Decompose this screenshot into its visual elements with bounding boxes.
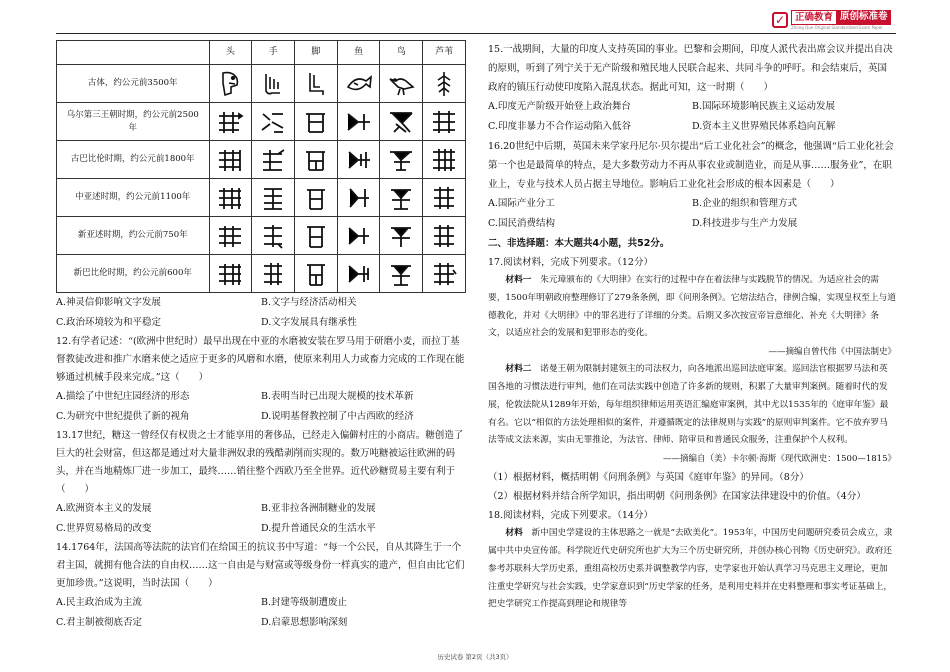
q17-material-two (488, 361, 896, 450)
q18-title: 18.阅读材料，完成下列要求。（14分） (488, 510, 653, 522)
q14-stem: 14.1764年，法国高等法院的法官们在给国王的抗议书中写道：“每一个公民，自从其降生于一个君主国，就拥有他合法的自由权……这一自由是与财富或等级身份一样真实的遗产，但自由比它们更加珍贵。”这说明，当时法国（ ） (56, 542, 465, 589)
q18-material (488, 525, 896, 614)
q15-option-c[interactable]: C.印度非暴力不合作运动陷入低谷 (488, 121, 631, 132)
top-rule (56, 33, 896, 34)
table-row (57, 179, 466, 217)
section-two-title: 二、非选择题：本大题共4小题，共52分。 (488, 238, 670, 249)
q13-option-a[interactable]: A.欧洲资本主义的发展 (56, 503, 152, 514)
foot-glyph-icon (294, 103, 337, 141)
q16-stem: 16.20世纪中后期，英国未来学家丹尼尔·贝尔提出“后工业化社会”的概念，他强调“后工业化社会第一个也是最简单的特点，是大多数劳动力不再从事农业或制造业，而是从事……服务业”，在职业上，专业与技术人员占据主导地位。影响后工业化社会形成的根本因素是（ ） (488, 141, 894, 190)
q11-option-b[interactable]: B.文字与经济活动相关 (261, 297, 357, 308)
col-head: 头 (209, 41, 252, 65)
q12-options (56, 387, 466, 427)
table-row (57, 103, 466, 141)
fish-glyph-icon (337, 103, 380, 141)
col-bird: 鸟 (380, 41, 423, 65)
table-header-row (57, 41, 466, 65)
col-hand: 手 (252, 41, 295, 65)
fish-glyph-icon (337, 255, 380, 293)
fish-glyph-icon (337, 217, 380, 255)
head-glyph-icon (209, 255, 252, 293)
material-two-label: 材料二 (505, 364, 532, 375)
bird-glyph-icon (380, 179, 423, 217)
foot-glyph-icon (294, 217, 337, 255)
hand-glyph-icon (252, 179, 295, 217)
q17-title: 17.阅读材料，完成下列要求。（12分） (488, 257, 653, 268)
q14-option-a[interactable]: A.民主政治成为主流 (56, 597, 142, 608)
q17-material-one (488, 272, 896, 343)
q11-options (56, 293, 466, 333)
q12-option-b[interactable]: B.表明当时已出现大规模的技术革新 (261, 391, 414, 402)
fish-glyph-icon (337, 179, 380, 217)
q11-option-d[interactable]: D.文字发展具有继承性 (261, 317, 357, 328)
bird-glyph-icon (380, 65, 423, 103)
left-column (56, 40, 466, 633)
col-fish: 鱼 (337, 41, 380, 65)
reed-glyph-icon (423, 255, 466, 293)
bird-glyph-icon (380, 255, 423, 293)
right-column (488, 40, 896, 614)
q13-options (56, 499, 466, 539)
q12-option-a[interactable]: A.描绘了中世纪庄园经济的形态 (56, 391, 190, 402)
hand-glyph-icon (252, 217, 295, 255)
q16-option-c[interactable]: C.国民消费结构 (488, 218, 555, 229)
q11-option-a[interactable]: A.神灵信仰影响文字发展 (56, 297, 161, 308)
fish-glyph-icon (337, 141, 380, 179)
head-glyph-icon (209, 217, 252, 255)
q11-option-c[interactable]: C.政治环境较为和平稳定 (56, 317, 161, 328)
q14-options (56, 593, 466, 633)
q17-requirement-2: （2）根据材料并结合所学知识，指出明朝《问刑条例》在国家法律建设中的价值。（4分） (488, 491, 866, 503)
check-icon: ✓ (772, 12, 788, 28)
foot-glyph-icon (294, 141, 337, 179)
bird-glyph-icon (380, 103, 423, 141)
fish-glyph-icon (337, 65, 380, 103)
table-row (57, 141, 466, 179)
q18-material-text: 新中国史学建设的主体思路之一就是“去欧美化”。1953年，中国历史问题研究委员会成立，隶属中共中央宣传部。科学院近代史研究所也扩大为三个历史研究所，并创办核心刊物《历史研究》。政府还参考苏联科大学历史系，重组高校历史系并调整教学内容，史学家也开始认真学习马克思主义理论，更加注重史学研究与社会实践，史学家意识到“历史学家的任务，是利用史料并在史料整理和事实考证基础上，把史学研究工作提高到理论和规律等 (488, 528, 893, 610)
q15-options (488, 97, 896, 137)
head-glyph-icon (209, 103, 252, 141)
hand-glyph-icon (252, 141, 295, 179)
q13-option-b[interactable]: B.亚非拉各洲制糖业的发展 (261, 503, 376, 514)
hand-glyph-icon (252, 255, 295, 293)
publisher-logo (772, 8, 897, 32)
reed-glyph-icon (423, 65, 466, 103)
q16-option-a[interactable]: A.国际产业分工 (488, 198, 555, 209)
material-one-source: ——摘编自曾代伟《中国法制史》 (768, 347, 896, 358)
table-corner (57, 41, 210, 65)
head-glyph-icon (209, 141, 252, 179)
q17-requirement-1: （1）根据材料，概括明朝《问刑条例》与英国《庭审年鉴》的异同。（8分） (488, 472, 809, 484)
col-foot: 脚 (294, 41, 337, 65)
head-glyph-icon (209, 179, 252, 217)
bird-glyph-icon (380, 217, 423, 255)
q15-option-d[interactable]: D.资本主义世界殖民体系趋向瓦解 (692, 121, 836, 132)
foot-glyph-icon (294, 179, 337, 217)
q12-option-d[interactable]: D.说明基督教控制了中古西欧的经济 (261, 411, 414, 422)
q12-option-c[interactable]: C.为研究中世纪提供了新的视角 (56, 411, 190, 422)
material-one-text: 朱元璋颁布的《大明律》在实行的过程中存在着法律与实践脱节的情况。为适应社会的需要，1500年明朝政府整理修订了279条条例，即《问刑条例》。它熔法结合，律例合编，实现皇权至上与道德教化，并对《大明律》中的罪名进行了详细的分类。后期又多次按宣帝旨意细化、补充《大明律》条文，以适应社会的发展和犯罪形态的变化。 (488, 275, 896, 339)
q15-stem: 15.一战期间，大量的印度人支持英国的事业。巴黎和会期间，印度人派代表出席会议并提出自决的原则，听到了列宁关于无产阶级和殖民地人民联合起来、共同斗争的呼吁。和会结束后，英国政府的镇压行动使印度陷入混乱状态。据此可知，这一时期（ ） (488, 44, 893, 93)
table-row (57, 217, 466, 255)
table-row (57, 65, 466, 103)
q14-option-c[interactable]: C.君主制被彻底否定 (56, 617, 142, 628)
era-label: 古体，约公元前3500年 (57, 65, 210, 103)
page-footer: 历史试卷 第2页（共3页） (437, 653, 513, 661)
reed-glyph-icon (423, 179, 466, 217)
q13-option-d[interactable]: D.提升普通民众的生活水平 (261, 523, 376, 534)
col-reed: 芦苇 (423, 41, 466, 65)
q16-option-d[interactable]: D.科技进步与生产力发展 (692, 218, 798, 229)
material-two-source: ——摘编自（美）卡尔顿·海斯《现代欧洲史：1500—1815》 (663, 454, 896, 465)
logo-brand-b: 原创标准卷 (837, 10, 891, 25)
reed-glyph-icon (423, 103, 466, 141)
q15-option-b[interactable]: B.国际环境影响民族主义运动发展 (692, 101, 836, 112)
hand-glyph-icon (252, 103, 295, 141)
material-one-label: 材料一 (505, 275, 532, 285)
q16-options (488, 194, 896, 234)
q16-option-b[interactable]: B.企业的组织和管理方式 (692, 198, 798, 209)
era-label: 新亚述时期，约公元前750年 (57, 217, 210, 255)
cuneiform-table (56, 40, 466, 293)
logo-brand-a: 正确教育 (791, 10, 837, 25)
q13-stem: 13.17世纪，糖这一曾经仅有权贵之士才能享用的奢侈品，已经走入偏僻村庄的小商店。糖创造了巨大的社会财富，但这都是通过对大量非洲奴隶的残酷剥削而实现的。数万吨糖被运往欧洲的码头，并在当地精炼厂进一步加工，最终……销往整个西欧乃至全世界。近代砂糖贸易主要有利于（ ） (56, 430, 464, 495)
reed-glyph-icon (423, 217, 466, 255)
q14-option-b[interactable]: B.封建等级制遭废止 (261, 597, 348, 608)
q15-option-a[interactable]: A.印度无产阶级开始登上政治舞台 (488, 101, 631, 112)
q12-stem: 12.有学者记述：“(欧洲中世纪时）最早出现在中亚的水磨被安装在罗马用于研磨小麦，而拉丁基督教徒改进和推广水磨来使之适应于更多的风磨和水磨，使原来利用人力或畜力完成的工作现在能够通过机械手段来完成。”这（ ） (56, 336, 465, 383)
era-label: 古巴比伦时期，约公元前1800年 (57, 141, 210, 179)
material-two-text: 诺曼王朝为限制封建领主的司法权力，向各地派出巡回法庭审案。巡回法官根据罗马法和英国各地的习惯法进行审判，他们在司法实践中创造了许多新的规则，积累了大量审判案例。随着时代的发展，伦敦法院从1289年开始，每年组织律师运用英语汇编庭审案例，其中尤以1535年的《庭审年鉴》最有名。它以“相似的方法处理相似的案件，并遵循既定的法律规则与实践”的原则审判案件。它不放弃罗马法等成文法来源，实由无罪推论，为法官、律师、陪审员和普通民众服务，注重保护个人权利。 (488, 364, 889, 446)
q14-option-d[interactable]: D.启蒙思想影响深刻 (261, 617, 348, 628)
table-row (57, 255, 466, 293)
logo-english: Zhong Que Original Standardized Exam Paper (791, 25, 883, 30)
hand-glyph-icon (252, 65, 295, 103)
head-glyph-icon (209, 65, 252, 103)
q18-material-label: 材料 (505, 528, 523, 539)
reed-glyph-icon (423, 141, 466, 179)
bird-glyph-icon (380, 141, 423, 179)
foot-glyph-icon (294, 255, 337, 293)
era-label: 新巴比伦时期，约公元前600年 (57, 255, 210, 293)
era-label: 乌尔第三王朝时期，约公元前2500年 (57, 103, 210, 141)
era-label: 中亚述时期，约公元前1100年 (57, 179, 210, 217)
q13-option-c[interactable]: C.世界贸易格局的改变 (56, 523, 152, 534)
foot-glyph-icon (294, 65, 337, 103)
